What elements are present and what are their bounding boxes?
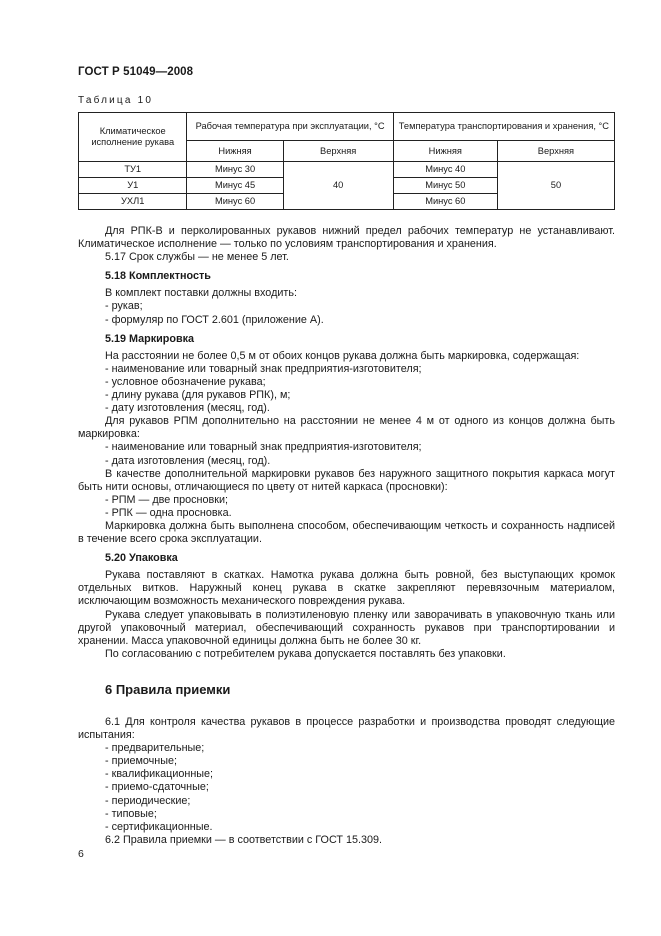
table-cell-name: У1 [79, 178, 187, 194]
page-number: 6 [78, 848, 84, 860]
list-item: - наименование или товарный знак предприятия-изготовителя; [105, 441, 422, 454]
paragraph: Для РПК-В и перколированных рукавов нижний предел рабочих температур не устанавливают. Климатическое исполнение — только по условиям транспортирования и хранения. [78, 225, 615, 251]
table-cell-tr-low: Минус 40 [393, 162, 497, 178]
table-cell-name: ТУ1 [79, 162, 187, 178]
document-body [78, 225, 615, 847]
table-cell-tr-high: 50 [497, 162, 614, 210]
subsection-heading: 5.19 Маркировка [105, 332, 195, 345]
list-item: - квалификационные; [105, 768, 214, 781]
list-item: - предварительные; [105, 742, 205, 755]
subsection-heading: 5.18 Комплектность [105, 270, 211, 283]
list-item: - длину рукава (для рукавов РПК), м; [105, 389, 291, 402]
paragraph: Маркировка должна быть выполнена способом, обеспечивающим четкость и сохранность надписей в течение всего срока эксплуатации. [78, 519, 615, 546]
list-item: - дата изготовления (месяц, год). [105, 454, 271, 467]
paragraph: 5.17 Срок службы — не менее 5 лет. [105, 251, 289, 264]
paragraph: 6.1 Для контроля качества рукавов в процессе разработки и производства проводят следующие испытания: [78, 716, 615, 742]
document-header: ГОСТ Р 51049—2008 [78, 66, 194, 78]
list-item: - формуляр по ГОСТ 2.601 (приложение А). [105, 313, 324, 326]
paragraph: Для рукавов РПМ дополнительно на расстоянии не менее 4 м от одного из концов должна быть маркировка: [78, 415, 615, 441]
paragraph: В качестве дополнительной маркировки рукавов без наружного защитного покрытия каркаса могут быть нити основы, отличающиеся по цвету от нитей каркаса (просновки): [78, 467, 615, 493]
table-cell-op-low: Минус 45 [187, 178, 283, 194]
table-header-transport-temp: Температура транспортирования и хранения, °С [393, 113, 614, 141]
list-item: - наименование или товарный знак предприятия-изготовителя; [105, 362, 422, 375]
table-header-op-upper: Верхняя [283, 141, 393, 162]
paragraph: На расстоянии не более 0,5 м от обоих концов рукава должна быть маркировка, содержащая: [105, 349, 580, 362]
table-caption: Таблица 10 [78, 95, 154, 106]
paragraph: Рукава поставляют в скатках. Намотка рукава должна быть ровной, без выступающих кромок отдельных витков. Наружный конец рукава в скатке закрепляют перевязочным материалом, исключающим возможность механического повреждения рукава. [78, 569, 615, 608]
paragraph: По согласованию с потребителем рукава допускается поставлять без упаковки. [105, 647, 506, 660]
paragraph: Рукава следует упаковывать в полиэтиленовую пленку или заворачивать в упаковочную ткань или другой упаковочный материал, обеспечивающий сохранность рукавов при транспортировании и хранении. Масса упаковочной единицы должна быть не более 30 кг. [78, 608, 615, 647]
table-row [79, 162, 615, 178]
table-header-tr-upper: Верхняя [497, 141, 614, 162]
list-item: - приемочные; [105, 755, 178, 768]
list-item: - дату изготовления (месяц, год). [105, 402, 270, 415]
table-header-climate: Климатическое исполнение рукава [79, 113, 187, 162]
paragraph: 6.2 Правила приемки — в соответствии с ГОСТ 15.309. [105, 833, 383, 846]
table-header-operating-temp: Рабочая температура при эксплуатации, °С [187, 113, 393, 141]
list-item: - РПК — одна просновка. [105, 506, 232, 519]
table-header-op-lower: Нижняя [187, 141, 283, 162]
list-item: - типовые; [105, 807, 157, 820]
list-item: - рукав; [105, 300, 143, 313]
table-cell-tr-low: Минус 50 [393, 178, 497, 194]
list-item: - приемо-сдаточные; [105, 781, 209, 794]
list-item: - условное обозначение рукава; [105, 375, 266, 388]
climate-table [78, 112, 615, 210]
list-item: - сертификационные. [105, 820, 213, 833]
table-cell-op-high: 40 [283, 162, 393, 210]
paragraph: В комплект поставки должны входить: [105, 287, 297, 300]
table-cell-name: УХЛ1 [79, 194, 187, 210]
section-heading: 6 Правила приемки [105, 681, 231, 697]
table-cell-tr-low: Минус 60 [393, 194, 497, 210]
subsection-heading: 5.20 Упаковка [105, 552, 178, 565]
list-item: - РПМ — две просновки; [105, 493, 228, 506]
table-cell-op-low: Минус 60 [187, 194, 283, 210]
list-item: - периодические; [105, 794, 191, 807]
table-cell-op-low: Минус 30 [187, 162, 283, 178]
table-header-tr-lower: Нижняя [393, 141, 497, 162]
